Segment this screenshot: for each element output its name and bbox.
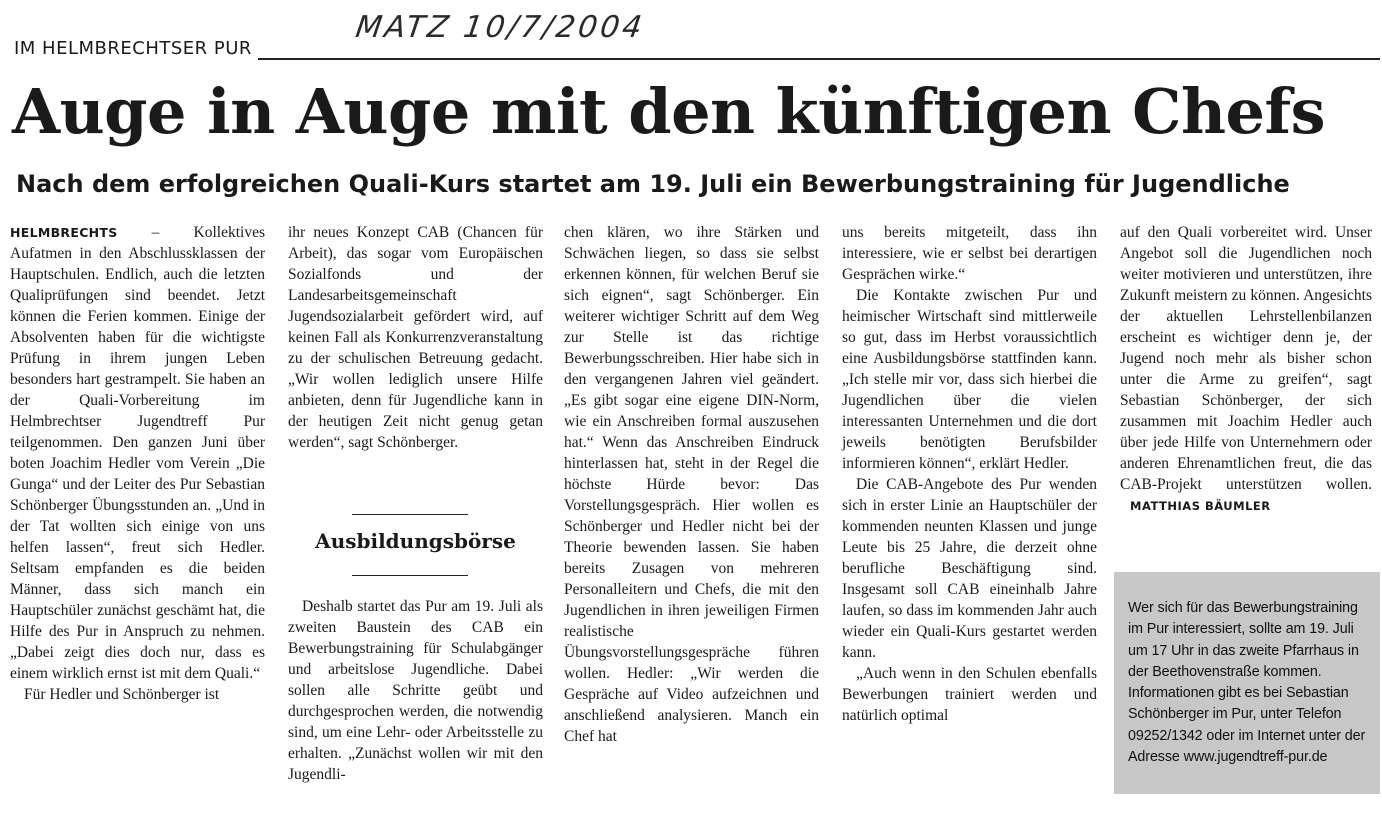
paragraph: Die Kontakte zwischen Pur und heimischer Wirtschaft sind mittlerweile so gut, dass im Herbst voraussichtlich eine Ausbildungsbörse stattfinden kann. „Ich stelle mir vor, dass sich hierbei die Jugendlichen über die vielen interessanten Unternehmen und die dort jeweils benötigten Berufsbilder informieren können“, erklärt Hedler. [842,287,1097,472]
paragraph: ihr neues Konzept CAB (Chancen für Arbeit), das sogar vom Europäischen Sozialfonds und der Landesarbeitsgemeinschaft Jugendsozialarbeit gefördert wird, auf keinen Fall als Konkurrenzveranstaltung zu der schulischen Betreuung gedacht. „Wir wollen lediglich unsere Hilfe anbieten, denn für Jugendliche kann in der heutigen Zeit nicht genug getan werden“, sagt Schönberger. [288,224,543,451]
paragraph: „Auch wenn in den Schulen ebenfalls Bewerbungen trainiert werden und natürlich optimal [842,665,1097,724]
info-box [1114,572,1380,794]
section-kicker: IM HELMBRECHTSER PUR [14,38,252,59]
paragraph: Für Hedler und Schönberger ist [24,686,220,703]
article-column-1 [10,222,265,705]
article-column-5 [1120,222,1372,517]
paragraph: Deshalb startet das Pur am 19. Juli als zweiten Baustein des CAB ein Bewerbungstraining für Schulabgänger und arbeitslose Jugendliche. Dabei sollen alle Schritte geübt und durchgesprochen werden, die notwendig sind, um eine Lehr- oder Arbeitsstelle zu erhalten. „Zunächst wollen wir mit den Jugendli- [288,598,543,783]
intro-text: – Kollektives Aufatmen in den Abschlussklassen der Hauptschulen. Endlich, auch die letzten Qualiprüfungen sind beendet. Jetzt können die Ferien kommen. Einige der Absolventen haben für die wichtigste Prüfung in ihrem jungen Leben besonders hart gestrampelt. Sie haben an der Quali-Vorbereitung im Helmbrechtser Jugendtreff Pur teilgenommen. Den ganzen Juni über boten Joachim Hedler vom Verein „Die Gunga“ und der Leiter des Pur Sebastian Schönberger Übungsstunden an. „Und in der Tat wollten sich einige von uns helfen lassen“, freut sich Hedler. Seltsam empfanden es die beiden Männer, dass sich manch ein Hauptschüler zunächst geschämt hat, die Hilfe des Pur in Anspruch zu nehmen. „Dabei zeigt dies doch nur, dass es einem wirklich ernst ist mit dem Quali.“ [10,224,265,682]
paragraph: Die CAB-Angebote des Pur wenden sich in erster Linie an Hauptschüler der kommenden neunten Klassen und junge Leute bis 25 Jahre, die derzeit ohne berufliche Beschäftigung sind. Insgesamt soll CAB eineinhalb Jahre laufen, so dass im kommenden Jahr auch wieder ein Quali-Kurs gestartet werden kann. [842,476,1097,661]
paragraph: chen klären, wo ihre Stärken und Schwächen liegen, so dass sie selbst erkennen können, für welchen Beruf sie sich eignen“, sagt Schönberger. Ein weiterer wichtiger Schritt auf dem Weg zur Stelle ist das richtige Bewerbungsschreiben. Hier habe sich in den vergangenen Jahren viel geändert. „Es gibt sogar eine eigene DIN-Norm, wie ein Anschreiben formal auszusehen hat.“ Wenn das Anschreiben Eindruck hinterlassen hat, steht in der Regel die höchste Hürde bevor: Das Vorstellungsgespräch. Hier wollen es Schönberger und Hedler nicht bei der Theorie bewenden lassen. Sie haben bereits Zusagen von mehreren Personalleitern und Chefs, die mit den Jugendlichen in ihren jeweiligen Firmen realistische Übungsvorstellungsgespräche führen wollen. Hedler: „Wir werden die Gespräche auf Video aufzeichnen und anschließend analysieren. Manch ein Chef hat [564,224,819,745]
subheadline: Nach dem erfolgreichen Quali-Kurs startet am 19. Juli ein Bewerbungstraining für Jugendliche [16,170,1290,198]
dateline: HELMBRECHTS [10,225,118,240]
article-column-2-continued [288,596,543,785]
author-byline: MATTHIAS BÄUMLER [1130,499,1271,513]
crosshead: Ausbildungsbörse [315,529,516,553]
paragraph [1120,222,1372,517]
info-box-text: Wer sich für das Bewerbungstraining im Pur interessiert, sollte am 19. Juli um 17 Uhr in das zweite Pfarrhaus in der Beethovenstraße kommen. Informationen gibt es bei Sebastian Schönberger im Pur, unter Telefon 09252/1342 oder im Internet unter der Adresse www.jugendtreff-pur.de [1128,600,1366,766]
handwritten-note: MATZ 10/7/2004 [353,10,647,45]
article-column-2 [288,222,543,453]
article-column-3 [564,222,819,747]
crosshead-rule-top [352,514,468,515]
headline: Auge in Auge mit den künftigen Chefs [12,75,1326,148]
crosshead-rule-bottom [352,575,468,576]
article-column-4 [842,222,1097,726]
paragraph: uns bereits mitgeteilt, dass ihn interessiere, wie er selbst bei derartigen Gesprächen wirke.“ [842,224,1097,283]
intro-paragraph [10,222,265,684]
kicker-rule [258,58,1380,60]
paragraph-text: auf den Quali vorbereitet wird. Unser Angebot soll die Jugendlichen noch weiter motivieren und unterstützen, ihre Zukunft meistern zu können. Angesichts der aktuellen Lehrstellenbilanzen erscheint es wichtiger denn je, der Jugend noch mehr als bisher schon unter die Arme zu greifen“, sagt Sebastian Schönberger, der sich zusammen mit Joachim Hedler auch über jede Hilfe von Unternehmern oder anderen Ehrenamtlichen freut, die das CAB-Projekt unterstützen wollen. [1120,224,1372,493]
